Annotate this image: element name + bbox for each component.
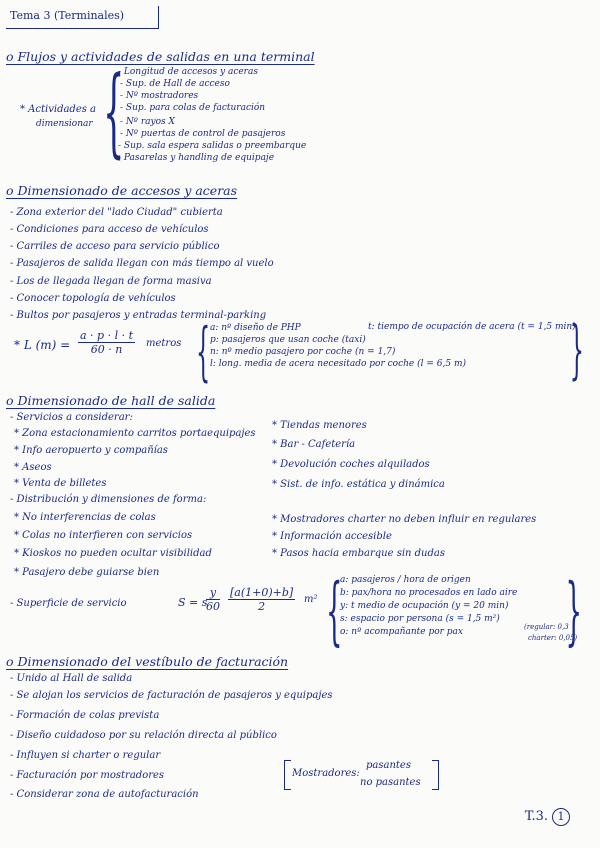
surface-frac-1 — [206, 586, 220, 613]
distribution-item: * Mostradores charter no deben influir en regulares — [272, 514, 537, 525]
bleed-through-text — [430, 0, 600, 848]
surface-var: s: espacio por persona (s = 1,5 m²) — [340, 614, 500, 624]
distribution-item: * Colas no interfieren con servicios — [14, 530, 193, 541]
section4-item: - Unido al Hall de salida — [10, 673, 133, 684]
section2-item: - Condiciones para acceso de vehículos — [10, 224, 209, 235]
section2-item: - Carriles de acceso para servicio público — [10, 241, 220, 252]
section2-title: o Dimensionado de accesos y aceras — [6, 183, 238, 198]
mostradores-option: pasantes — [366, 760, 411, 771]
charter-note: charter: 0,05) — [528, 634, 578, 642]
section1-item: - Sup. sala espera salidas o preembarque — [118, 141, 307, 151]
section2-item: - Bultos por pasajeros y entradas terminal-parking — [10, 310, 267, 321]
formula-unit: metros — [146, 338, 182, 349]
mostradores-bracket — [284, 760, 291, 790]
section1-left-label-2: dimensionar — [36, 119, 93, 129]
section1-item: - Longitud de accesos y aceras — [118, 67, 258, 77]
section1-item: - Nº mostradores — [120, 91, 199, 101]
distribution-item: * Pasajero debe guiarse bien — [14, 567, 160, 578]
section1-item: - Sup. para colas de facturación — [120, 103, 266, 113]
section1-item: - Pasarelas y handling de equipaje — [118, 153, 275, 163]
service-item: * Sist. de info. estática y dinámica — [272, 479, 445, 490]
service-item: * Zona estacionamiento carritos portaequipajes — [14, 428, 256, 439]
mostradores-label: Mostradores: — [292, 768, 360, 779]
page-number-circle: 1 — [552, 808, 570, 826]
mostradores-option: no pasantes — [360, 777, 421, 788]
formula-var: a: nº diseño de PHP — [210, 323, 301, 333]
length-formula-lhs: * L (m) = — [14, 338, 71, 352]
surface-brace: { — [326, 568, 343, 654]
section4-item: - Facturación por mostradores — [10, 770, 165, 781]
regular-note: (regular: 0,3 — [524, 623, 569, 631]
page-header-title: Tema 3 (Terminales) — [10, 9, 125, 22]
service-item: * Tiendas menores — [272, 420, 367, 431]
section4-item: - Formación de colas prevista — [10, 710, 160, 721]
section1-title: o Flujos y actividades de salidas en una terminal — [6, 49, 315, 64]
formula-brace-right: { — [569, 313, 584, 387]
service-item: * Devolución coches alquilados — [272, 459, 430, 470]
section1-brace: { — [103, 56, 125, 168]
surface-den: 2 — [258, 600, 266, 613]
distribution-item: * Kioskos no pueden ocultar visibilidad — [14, 548, 212, 559]
formula-var: n: nº medio pasajero por coche (n = 1,7) — [210, 347, 396, 357]
section4-item: - Influyen si charter o regular — [10, 750, 161, 761]
formula-brace: { — [196, 315, 211, 389]
formula-var: l: long. media de acera necesitado por coche (l = 6,5 m) — [210, 359, 466, 369]
distribution-title: - Distribución y dimensiones de forma: — [10, 494, 207, 505]
section3-title: o Dimensionado de hall de salida — [6, 393, 216, 408]
distribution-item: * No interferencias de colas — [14, 512, 156, 523]
surface-var: a: pasajeros / hora de origen — [340, 575, 471, 585]
section2-item: - Zona exterior del "lado Ciudad" cubierta — [10, 207, 223, 218]
formula-numerator: a · p · l · t — [80, 329, 134, 342]
service-item: * Info aeropuerto y compañías — [14, 445, 168, 456]
section4-title: o Dimensionado del vestíbulo de facturación — [6, 654, 289, 669]
formula-var: p: pasajeros que usan coche (taxi) — [210, 335, 366, 345]
service-item: * Venta de billetes — [14, 478, 107, 489]
section1-item: - Nº rayos X — [120, 117, 175, 127]
section4-item: - Diseño cuidadoso por su relación directa al público — [10, 730, 277, 741]
surface-var: o: nº acompañante por pax — [340, 627, 463, 637]
section1-item: - Sup. de Hall de acceso — [120, 79, 230, 89]
section2-item: - Pasajeros de salida llegan con más tiempo al vuelo — [10, 258, 274, 269]
length-formula — [78, 329, 135, 356]
surface-var: b: pax/hora no procesados en lado aire — [340, 588, 518, 598]
section2-item: - Conocer topología de vehículos — [10, 293, 176, 304]
surface-brace-right: { — [565, 568, 582, 654]
page-number — [525, 808, 570, 826]
surface-y: y — [206, 586, 220, 600]
mostradores-bracket-right — [432, 760, 439, 790]
service-item: * Aseos — [14, 462, 52, 473]
surface-var: y: t medio de ocupación (y = 20 min) — [340, 601, 509, 611]
surface-eq: S = s — [178, 596, 208, 609]
section1-left-label-1: * Actividades a — [20, 104, 97, 115]
section1-item: - Nº puertas de control de pasajeros — [120, 129, 286, 139]
service-item: * Bar - Cafetería — [272, 439, 356, 450]
section4-item: - Considerar zona de autofacturación — [10, 789, 199, 800]
services-title: - Servicios a considerar: — [10, 412, 133, 423]
formula-t-note: t: tiempo de ocupación de acera (t = 1,5 min) — [368, 322, 576, 332]
formula-denominator: 60 · n — [90, 343, 123, 356]
section2-item: - Los de llegada llegan de forma masiva — [10, 276, 212, 287]
page-number-prefix: T.3. — [524, 809, 548, 824]
surface-unit: m² — [304, 594, 318, 605]
surface-frac-2 — [228, 586, 295, 613]
distribution-item: * Información accesible — [272, 531, 392, 542]
surface-60: 60 — [206, 600, 220, 613]
surface-num: [a(1+0)+b] — [230, 586, 294, 599]
section4-item: - Se alojan los servicios de facturación de pasajeros y equipajes — [10, 690, 333, 701]
surface-label: - Superficie de servicio — [10, 598, 127, 609]
distribution-item: * Pasos hacia embarque sin dudas — [272, 548, 445, 559]
